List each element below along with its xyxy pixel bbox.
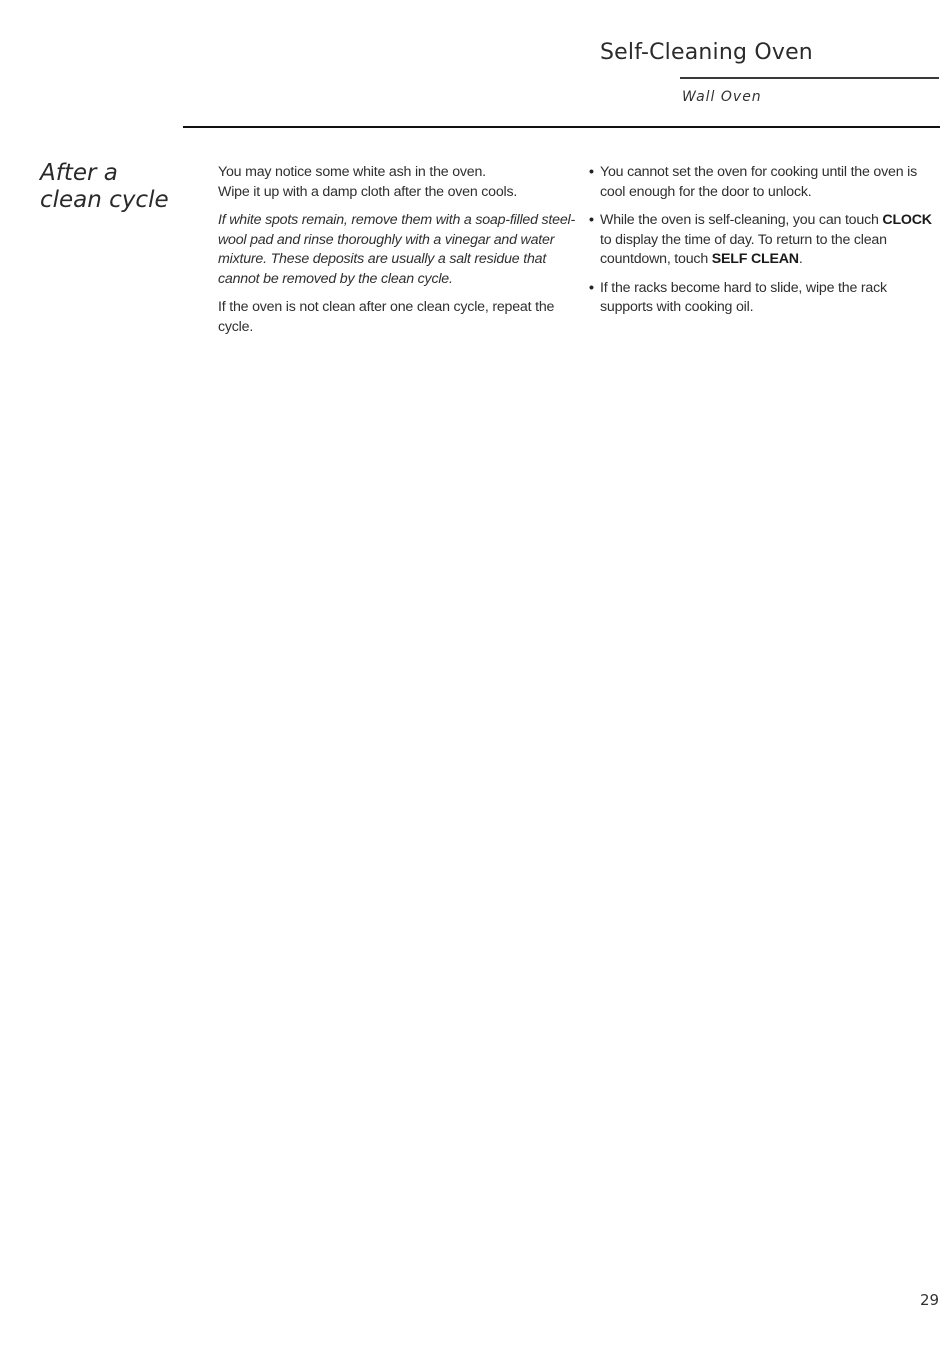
repeat-cycle-paragraph: If the oven is not clean after one clean cycle, repeat the cycle. (218, 299, 555, 335)
clock-key-label: CLOCK (882, 212, 932, 228)
ash-paragraph (218, 163, 576, 202)
bullet-text-part: While the oven is self-cleaning, you can touch (600, 212, 883, 228)
section-heading-line2: clean cycle (40, 187, 169, 213)
section-heading (40, 160, 180, 214)
section-heading-line1: After a (40, 160, 118, 186)
bullet-text: You cannot set the oven for cooking until the oven is cool enough for the door to unlock. (600, 164, 917, 200)
header-subtitle: Wall Oven (682, 89, 762, 105)
bullet-text-part: . (798, 251, 803, 267)
self-clean-key-label: SELF CLEAN (711, 251, 799, 267)
header-rule (680, 77, 939, 79)
ash-paragraph-line2: Wipe it up with a damp cloth after the oven cools. (218, 183, 518, 200)
bullet-item-door-unlock (589, 163, 939, 202)
bullet-icon: • (589, 164, 594, 180)
main-divider (183, 126, 940, 128)
white-spots-paragraph: If white spots remain, remove them with a soap-filled steel-wool pad and rinse thoroughly with a vinegar and water mixture. These deposits are usually a salt residue that cannot be removed by the clean cycle. (218, 212, 576, 287)
right-column (589, 163, 939, 327)
page-number: 29 (920, 1291, 940, 1309)
bullet-text: If the racks become hard to slide, wipe the rack supports with cooking oil. (600, 279, 887, 315)
bullet-item-clock (589, 211, 939, 270)
bullet-icon: • (589, 212, 594, 228)
bullet-text (600, 211, 939, 270)
bullet-item-racks (589, 279, 939, 318)
left-column (218, 163, 576, 346)
header-title: Self-Cleaning Oven (600, 40, 813, 65)
bullet-icon: • (589, 279, 594, 296)
ash-paragraph-line1: You may notice some white ash in the oven. (218, 164, 486, 180)
bullet-text-part: to display the time of day. To return to the clean countdown, touch (600, 231, 887, 267)
